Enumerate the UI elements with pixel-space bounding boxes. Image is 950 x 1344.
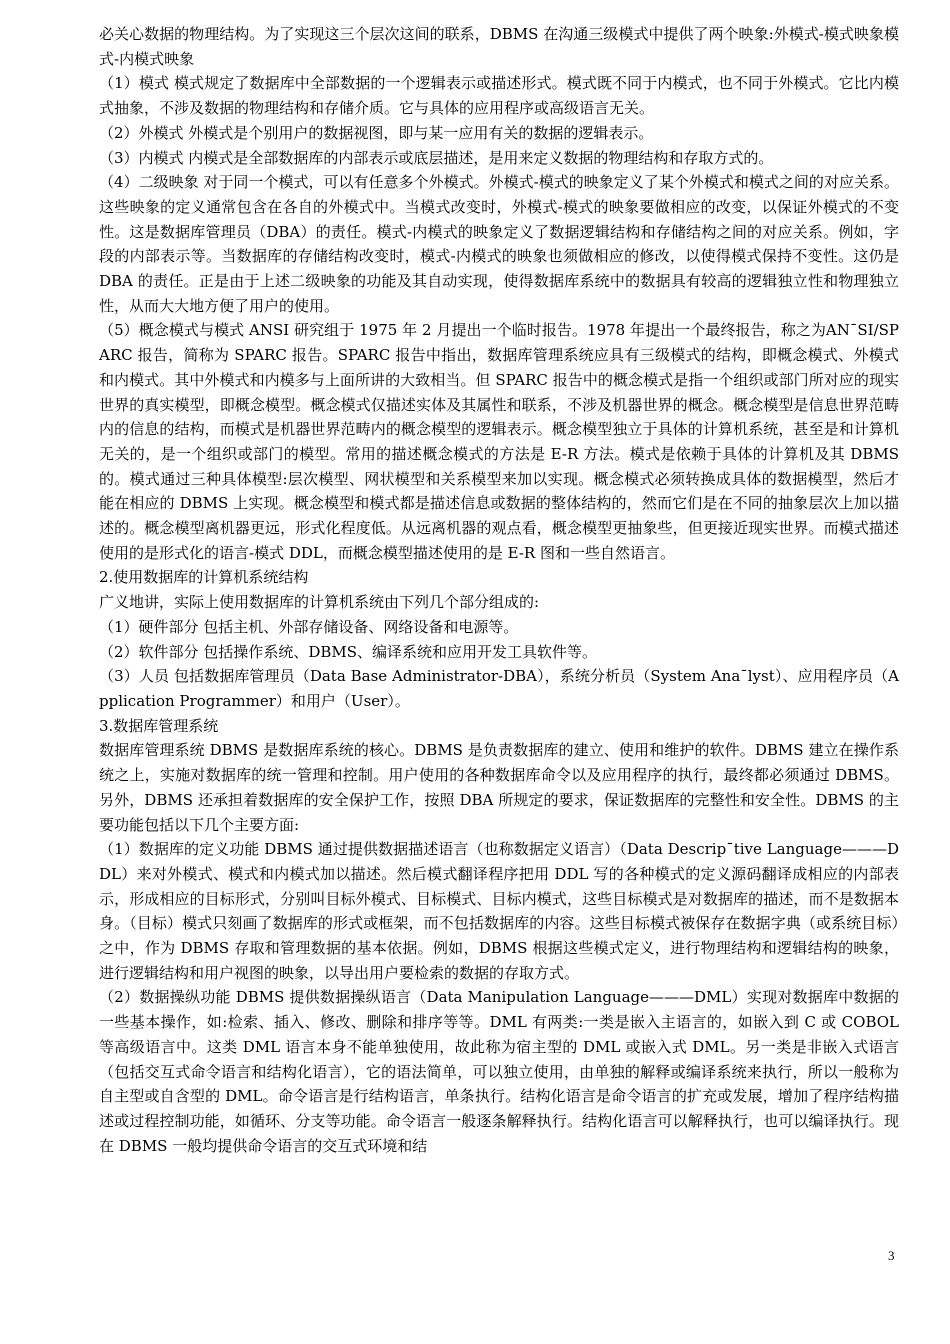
- paragraph-system-components: 广义地讲，实际上使用数据库的计算机系统由下列几个部分组成的:: [99, 593, 540, 612]
- paragraph-two-level-mapping: （4）二级映象 对于同一个模式，可以有任意多个外模式。外模式-模式的映象定义了某个外模式和模式之间的对应关系。这些映象的定义通常包含在各自的外模式中。当模式改变时，外模式-模式的映象要做相应的改变，以保证外模式的不变性。这是数据库管理员（DBA）的责任。模式-内模式的映象定义了数据逻辑结构和存储结构之间的对应关系。例如，字段的内部表示等。当数据库的存储结构改变时，模式-内模式的映象也须做相应的修改，以使得模式保持不变性。这仍是 DBA 的责任。正是由于上述二级映象的功能及其自动实现，使得数据库系统中的数据具有较高的逻辑独立性和物理独立性，从而大大地方便了用户的使用。: [99, 173, 899, 315]
- paragraph-hardware: （1）硬件部分 包括主机、外部存储设备、网络设备和电源等。: [99, 617, 519, 636]
- paragraph-internal-schema: （3）内模式 内模式是全部数据库的内部表示或底层描述，是用来定义数据的物理结构和存取方式的。: [99, 148, 774, 167]
- paragraph-definition-function: （1）数据库的定义功能 DBMS 通过提供数据描述语言（也称数据定义语言）（Data Descrip¯tive Language———DDL）来对外模式、模式和内模式加以描述。然后模式翻译程序把用 DDL 写的各种模式的定义源码翻译成相应的内部表示，形成相应的目标形式，分别叫目标外模式、目标模式、目标内模式，这些目标模式是对数据库的描述，而不是数据本身。（目标）模式只刻画了数据库的形式或框架，而不包括数据库的内容。这些目标模式被保存在数据字典（或系统目标）之中，作为 DBMS 存取和管理数据的基本依据。例如，DBMS 根据这些模式定义，进行物理结构和逻辑结构的映象，进行逻辑结构和用户视图的映象，以导出用户要检索的数据的存取方式。: [99, 840, 899, 982]
- section-heading-system-structure: 2.使用数据库的计算机系统结构: [99, 568, 309, 587]
- paragraph-external-schema: （2）外模式 外模式是个别用户的数据视图，即与某一应用有关的数据的逻辑表示。: [99, 123, 654, 142]
- paragraph-intro: 必关心数据的物理结构。为了实现这三个层次这间的联系，DBMS 在沟通三级模式中提供了两个映象:外模式-模式映象模式-内模式映象: [99, 25, 899, 68]
- paragraph-conceptual-schema: （5）概念模式与模式 ANSI 研究组于 1975 年 2 月提出一个临时报告。1978 年提出一个最终报告，称之为AN¯SI/SPARC 报告，简称为 SPARC 报告。SPARC 报告中指出，数据库管理系统应具有三级模式的结构，即概念模式、外模式和内模式。其中外模式和内模多与上面所讲的大致相当。但 SPARC 报告中的概念模式是指一个组织或部门所对应的现实世界的真实模型，即概念模型。概念模式仅描述实体及其属性和联系，不涉及机器世界的概念。概念模型是信息世界范畴内的信息的结构，而模式是机器世界范畴内的概念模型的逻辑表示。概念模型独立于具体的计算机系统，甚至是和计算机无关的，是一个组织或部门的模型。常用的描述概念模式的方法是 E-R 方法。模式是依赖于具体的计算机及其 DBMS 的。模式通过三种具体模型:层次模型、网状模型和关系模型来加以实现。概念模式必须转换成具体的数据模型，然后才能在相应的 DBMS 上实现。概念模型和模式都是描述信息或数据的整体结构的，然而它们是在不同的抽象层次上加以描述的。概念模型离机器更远，形式化程度低。从远离机器的观点看，概念模型更抽象些，但更接近现实世界。而模式描述使用的是形式化的语言-模式 DDL，而概念模型描述使用的是 E-R 图和一些自然语言。: [99, 321, 899, 562]
- paragraph-dbms-overview: 数据库管理系统 DBMS 是数据库系统的核心。DBMS 是负责数据库的建立、使用和维护的软件。DBMS 建立在操作系统之上，实施对数据库的统一管理和控制。用户使用的各种数据库命令以及应用程序的执行，最终都必须通过 DBMS。另外，DBMS 还承担着数据库的安全保护工作，按照 DBA 所规定的要求，保证数据库的完整性和安全性。DBMS 的主要功能包括以下几个主要方面:: [99, 741, 899, 834]
- document-body: [99, 22, 899, 1158]
- section-heading-dbms: 3.数据库管理系统: [99, 716, 219, 735]
- paragraph-personnel: （3）人员 包括数据库管理员（Data Base Administrator-DBA），系统分析员（System Ana¯lyst）、应用程序员（Application Programmer）和用户（User）。: [99, 667, 899, 710]
- paragraph-manipulation-function: （2）数据操纵功能 DBMS 提供数据操纵语言（Data Manipulation Language———DML）实现对数据库中数据的一些基本操作，如:检索、插入、修改、删除和排序等等。DML 有两类:一类是嵌入主语言的，如嵌入到 C 或 COBOL 等高级语言中。这类 DML 语言本身不能单独使用，故此称为宿主型的 DML 或嵌入式 DML。另一类是非嵌入式语言（包括交互式命令语言和结构化语言），它的语法简单，可以独立使用，由单独的解释或编译系统来执行，所以一般称为自主型或自含型的 DML。命令语言是行结构语言，单条执行。结构化语言是命令语言的扩充或发展，增加了程序结构描述或过程控制功能，如循环、分支等功能。命令语言一般逐条解释执行。结构化语言可以解释执行，也可以编译执行。现在 DBMS 一般均提供命令语言的交互式环境和结: [99, 988, 899, 1155]
- paragraph-software: （2）软件部分 包括操作系统、DBMS、编译系统和应用开发工具软件等。: [99, 642, 597, 661]
- paragraph-schema: （1）模式 模式规定了数据库中全部数据的一个逻辑表示或描述形式。模式既不同于内模式，也不同于外模式。它比内模式抽象，不涉及数据的物理结构和存储介质。它与具体的应用程序或高级语言无关。: [99, 74, 899, 118]
- page-number: 3: [888, 1248, 895, 1263]
